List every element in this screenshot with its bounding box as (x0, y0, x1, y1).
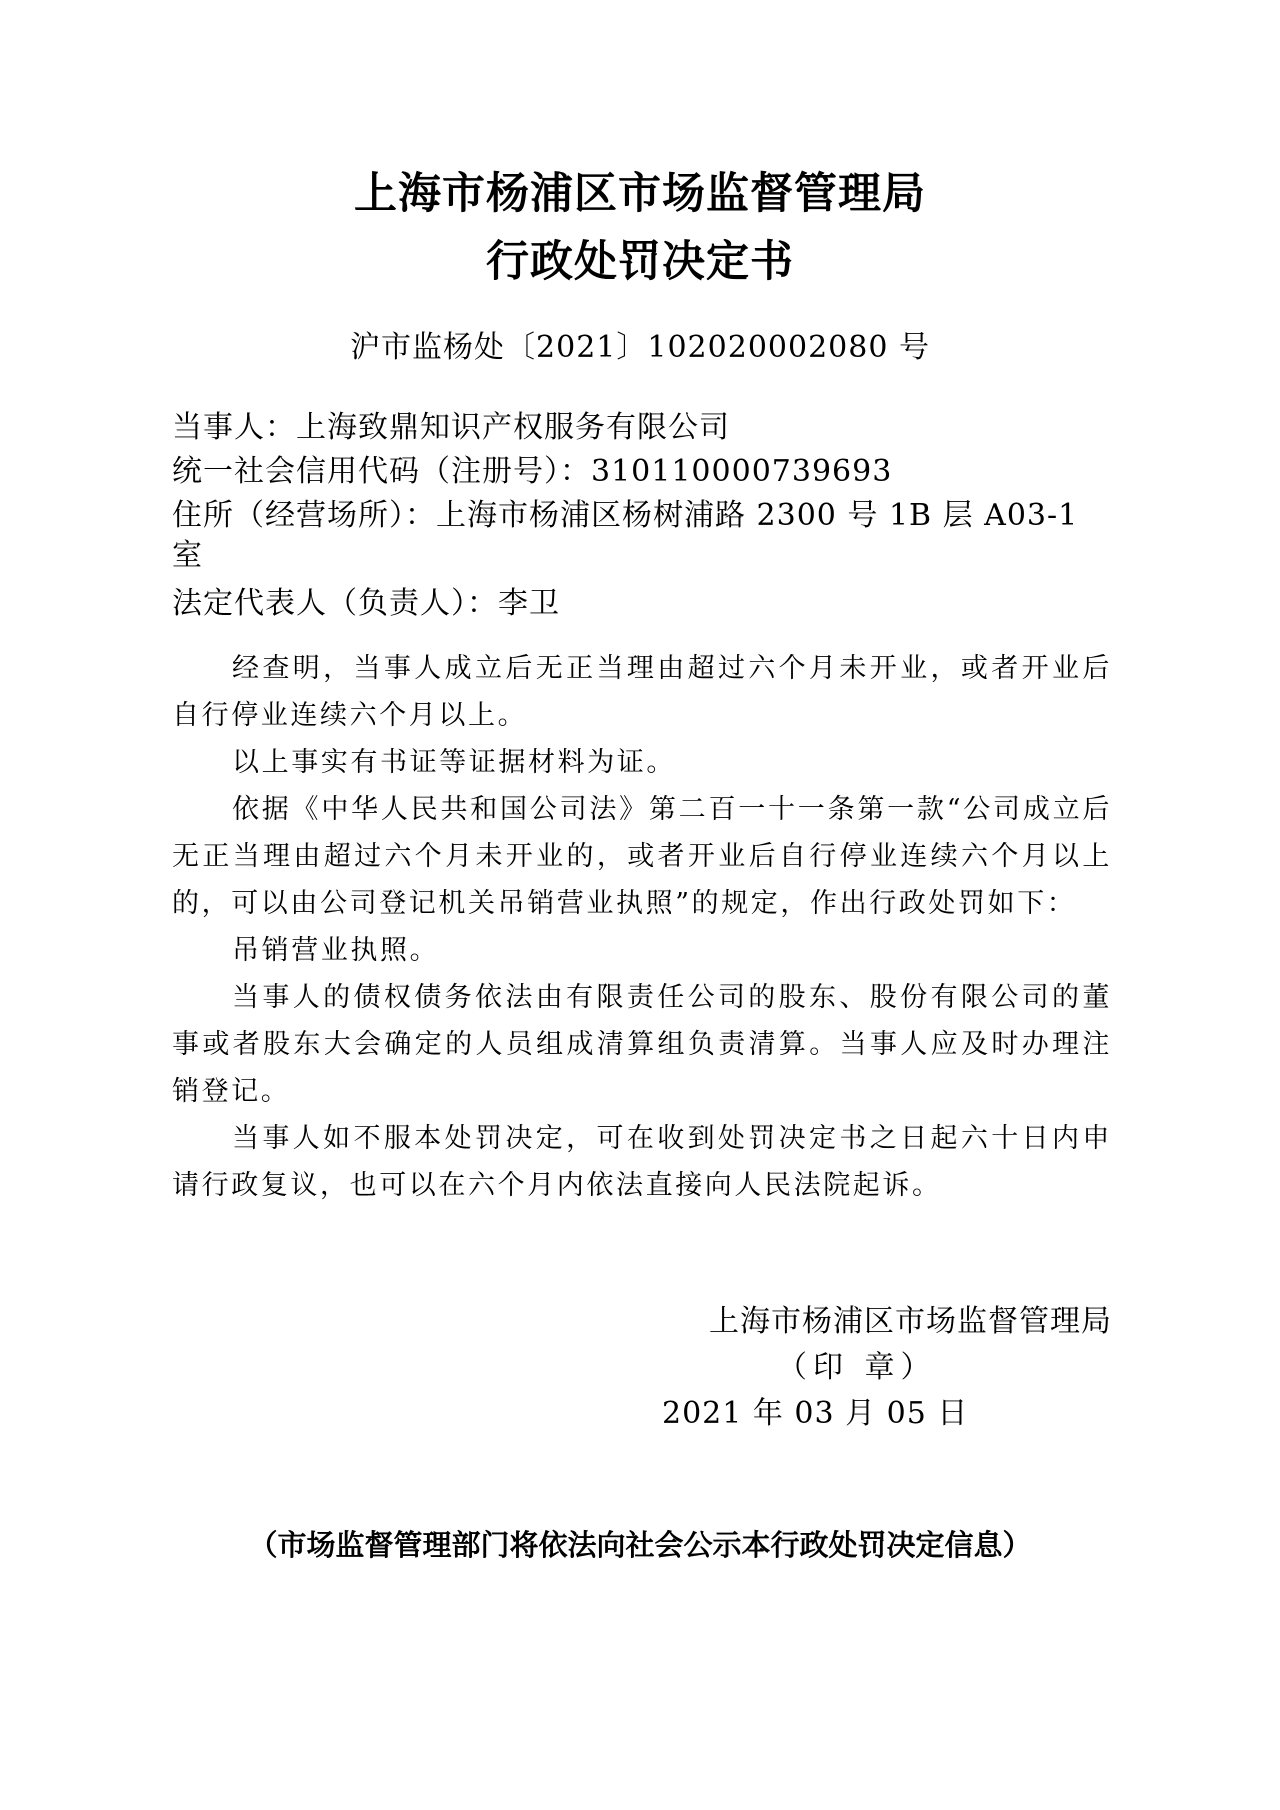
party-name: 当事人：上海致鼎知识产权服务有限公司 (172, 410, 730, 445)
signing-authority: 上海市杨浦区市场监督管理局 (709, 1304, 1112, 1339)
document-title-type: 行政处罚决定书 (486, 237, 794, 287)
liquidation-paragraph: 当事人的债权债务依法由有限责任公司的股东、股份有限公司的董事或者股东大会确定的人员组成清算组负责清算。当事人应及时办理注销登记。 (172, 982, 1112, 1107)
finding-paragraph: 经查明，当事人成立后无正当理由超过六个月未开业，或者开业后自行停业连续六个月以上。 (172, 653, 1112, 731)
seal-placeholder: （印 章） (777, 1350, 937, 1385)
publicity-note: （市场监督管理部门将依法向社会公示本行政处罚决定信息） (248, 1528, 1032, 1562)
decision-date: 2021 年 03 月 05 日 (662, 1396, 969, 1431)
evidence-paragraph: 以上事实有书证等证据材料为证。 (232, 747, 676, 778)
appeal-rights-paragraph: 当事人如不服本处罚决定，可在收到处罚决定书之日起六十日内申请行政复议，也可以在六个月内依法直接向人民法院起诉。 (172, 1123, 1112, 1201)
document-number: 沪市监杨处〔2021〕102020002080 号 (350, 330, 930, 365)
legal-representative: 法定代表人（负责人）：李卫 (172, 586, 560, 621)
legal-basis-paragraph: 依据《中华人民共和国公司法》第二百一十一条第一款“公司成立后无正当理由超过六个月未开业的，或者开业后自行停业连续六个月以上的，可以由公司登记机关吊销营业执照”的规定，作出行政处罚如下： (172, 794, 1112, 919)
credit-code: 统一社会信用代码（注册号）：310110000739693 (172, 454, 893, 489)
document-title-authority: 上海市杨浦区市场监督管理局 (354, 169, 926, 219)
penalty-paragraph: 吊销营业执照。 (232, 935, 440, 966)
business-address: 住所（经营场所）：上海市杨浦区杨树浦路 2300 号 1B 层 A03-1 室 (172, 498, 1079, 573)
